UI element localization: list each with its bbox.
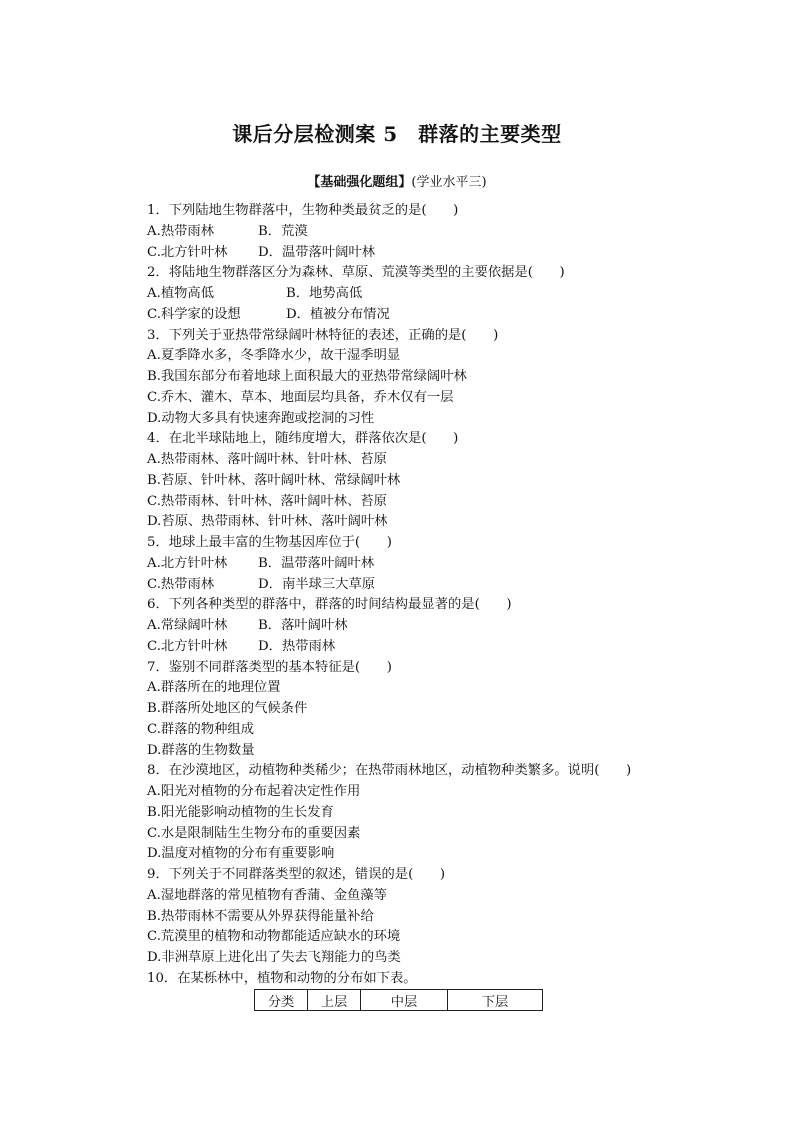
- option-row: [147, 720, 707, 741]
- option-row: [147, 741, 707, 762]
- option-text: D．热带雨林: [258, 638, 336, 654]
- option-row: [147, 284, 707, 305]
- option-row: [147, 637, 707, 658]
- question-stem: 8．在沙漠地区，动植物种类稀少；在热带雨林地区，动植物种类繁多。说明( ): [147, 763, 632, 779]
- option-text: A.湿地群落的常见植物有香蒲、金鱼藻等: [147, 887, 387, 903]
- option-row: [147, 450, 707, 471]
- table-header-row: [255, 990, 543, 1011]
- option-text: B．温带落叶阔叶林: [258, 555, 375, 571]
- option-text: C.科学家的设想: [147, 306, 241, 322]
- option-text: D．南半球三大草原: [258, 576, 376, 592]
- option-row: [147, 409, 707, 430]
- option-text: C.热带雨林: [147, 576, 215, 592]
- option-text: B．落叶阔叶林: [258, 618, 348, 633]
- option-row: [147, 492, 707, 513]
- table-header-cell: 下层: [448, 990, 543, 1011]
- option-text: A.植物高低: [147, 286, 215, 301]
- option-row: [147, 907, 707, 928]
- question-stem: 2．将陆地生物群落区分为森林、草原、荒漠等类型的主要依据是( ): [147, 265, 565, 281]
- option-text: A.夏季降水多，冬季降水少，故干湿季明显: [147, 348, 401, 364]
- option-text: A.热带雨林: [147, 223, 215, 239]
- question-stem: 3．下列关于亚热带常绿阔叶林特征的表述，正确的是( ): [147, 327, 499, 343]
- option-row: [147, 699, 707, 720]
- option-text: D.非洲草原上进化出了失去飞翔能力的鸟类: [147, 950, 401, 965]
- option-text: D.动物大多具有快速奔跑或挖洞的习性: [147, 410, 375, 426]
- option-row: [147, 616, 707, 637]
- option-text: A.北方针叶林: [147, 555, 228, 571]
- section-bracket-label: 【基础强化题组】: [307, 175, 412, 190]
- option-text: D.温度对植物的分布有重要影响: [147, 846, 335, 862]
- table-header-cell: 分类: [255, 990, 308, 1011]
- option-text: B.群落所处地区的气候条件: [147, 701, 308, 716]
- distribution-table: [254, 989, 543, 1011]
- option-text: C.水是限制陆生生物分布的重要因素: [147, 825, 361, 841]
- option-text: C.乔木、灌木、草本、地面层均具备，乔木仅有一层: [147, 389, 454, 405]
- option-row: [147, 782, 707, 803]
- table-header-cell: 中层: [361, 990, 448, 1011]
- question-stem: 6．下列各种类型的群落中，群落的时间结构最显著的是( ): [147, 597, 512, 613]
- option-text: C.群落的物种组成: [147, 721, 255, 737]
- option-text: C.北方针叶林: [147, 244, 228, 260]
- option-text: B.我国东部分布着地球上面积最大的亚热带常绿阔叶林: [147, 369, 467, 384]
- option-row: [147, 678, 707, 699]
- option-row: [147, 575, 707, 596]
- option-text: D．温带落叶阔叶林: [258, 244, 376, 260]
- option-text: B.苔原、针叶林、落叶阔叶林、常绿阔叶林: [147, 472, 401, 488]
- option-row: [147, 554, 707, 575]
- option-row: [147, 824, 707, 845]
- option-text: A.常绿阔叶林: [147, 618, 228, 633]
- option-text: D.群落的生物数量: [147, 742, 255, 758]
- question-stem: 5．地球上最丰富的生物基因库位于( ): [147, 535, 392, 550]
- option-row: [147, 948, 707, 969]
- question-stem: 10．在某栎林中，植物和动物的分布如下表。: [147, 970, 417, 986]
- page-title: 课后分层检测案 5 群落的主要类型: [232, 122, 562, 146]
- option-row: [147, 243, 707, 264]
- option-row: [147, 886, 707, 907]
- option-row: [147, 346, 707, 367]
- table-header-cell: 上层: [308, 990, 361, 1011]
- option-row: [147, 844, 707, 865]
- option-row: [147, 388, 707, 409]
- option-text: B．荒漠: [258, 223, 308, 239]
- option-text: A.热带雨林、落叶阔叶林、针叶林、苔原: [147, 452, 387, 467]
- option-text: B．地势高低: [286, 286, 363, 301]
- question-stem: 7．鉴别不同群落类型的基本特征是( ): [147, 659, 392, 675]
- question-stem: 9．下列关于不同群落类型的叙述，错误的是( ): [147, 867, 446, 882]
- option-text: A.阳光对植物的分布起着决定性作用: [147, 784, 361, 799]
- option-row: [147, 305, 707, 326]
- option-row: [147, 471, 707, 492]
- option-text: A.群落所在的地理位置: [147, 680, 281, 696]
- option-text: C.荒漠里的植物和动物都能适应缺水的环境: [147, 929, 401, 945]
- question-stem: 4．在北半球陆地上，随纬度增大，群落依次是( ): [147, 431, 459, 447]
- option-row: [147, 222, 707, 243]
- question-stem: 1．下列陆地生物群落中，生物种类最贫乏的是( ): [147, 203, 459, 218]
- question-list: [147, 201, 707, 990]
- option-text: B.热带雨林不需要从外界获得能量补给: [147, 908, 374, 924]
- option-row: [147, 367, 707, 388]
- option-text: C.热带雨林、针叶林、落叶阔叶林、苔原: [147, 493, 387, 509]
- option-text: B.阳光能影响动植物的生长发育: [147, 804, 334, 820]
- option-text: D.苔原、热带雨林、针叶林、落叶阔叶林: [147, 514, 388, 530]
- section-level-label: (学业水平三): [411, 175, 487, 190]
- section-heading: [0, 171, 794, 190]
- option-text: D．植被分布情况: [286, 306, 390, 322]
- option-row: [147, 927, 707, 948]
- option-row: [147, 803, 707, 824]
- option-text: C.北方针叶林: [147, 638, 228, 654]
- option-row: [147, 512, 707, 533]
